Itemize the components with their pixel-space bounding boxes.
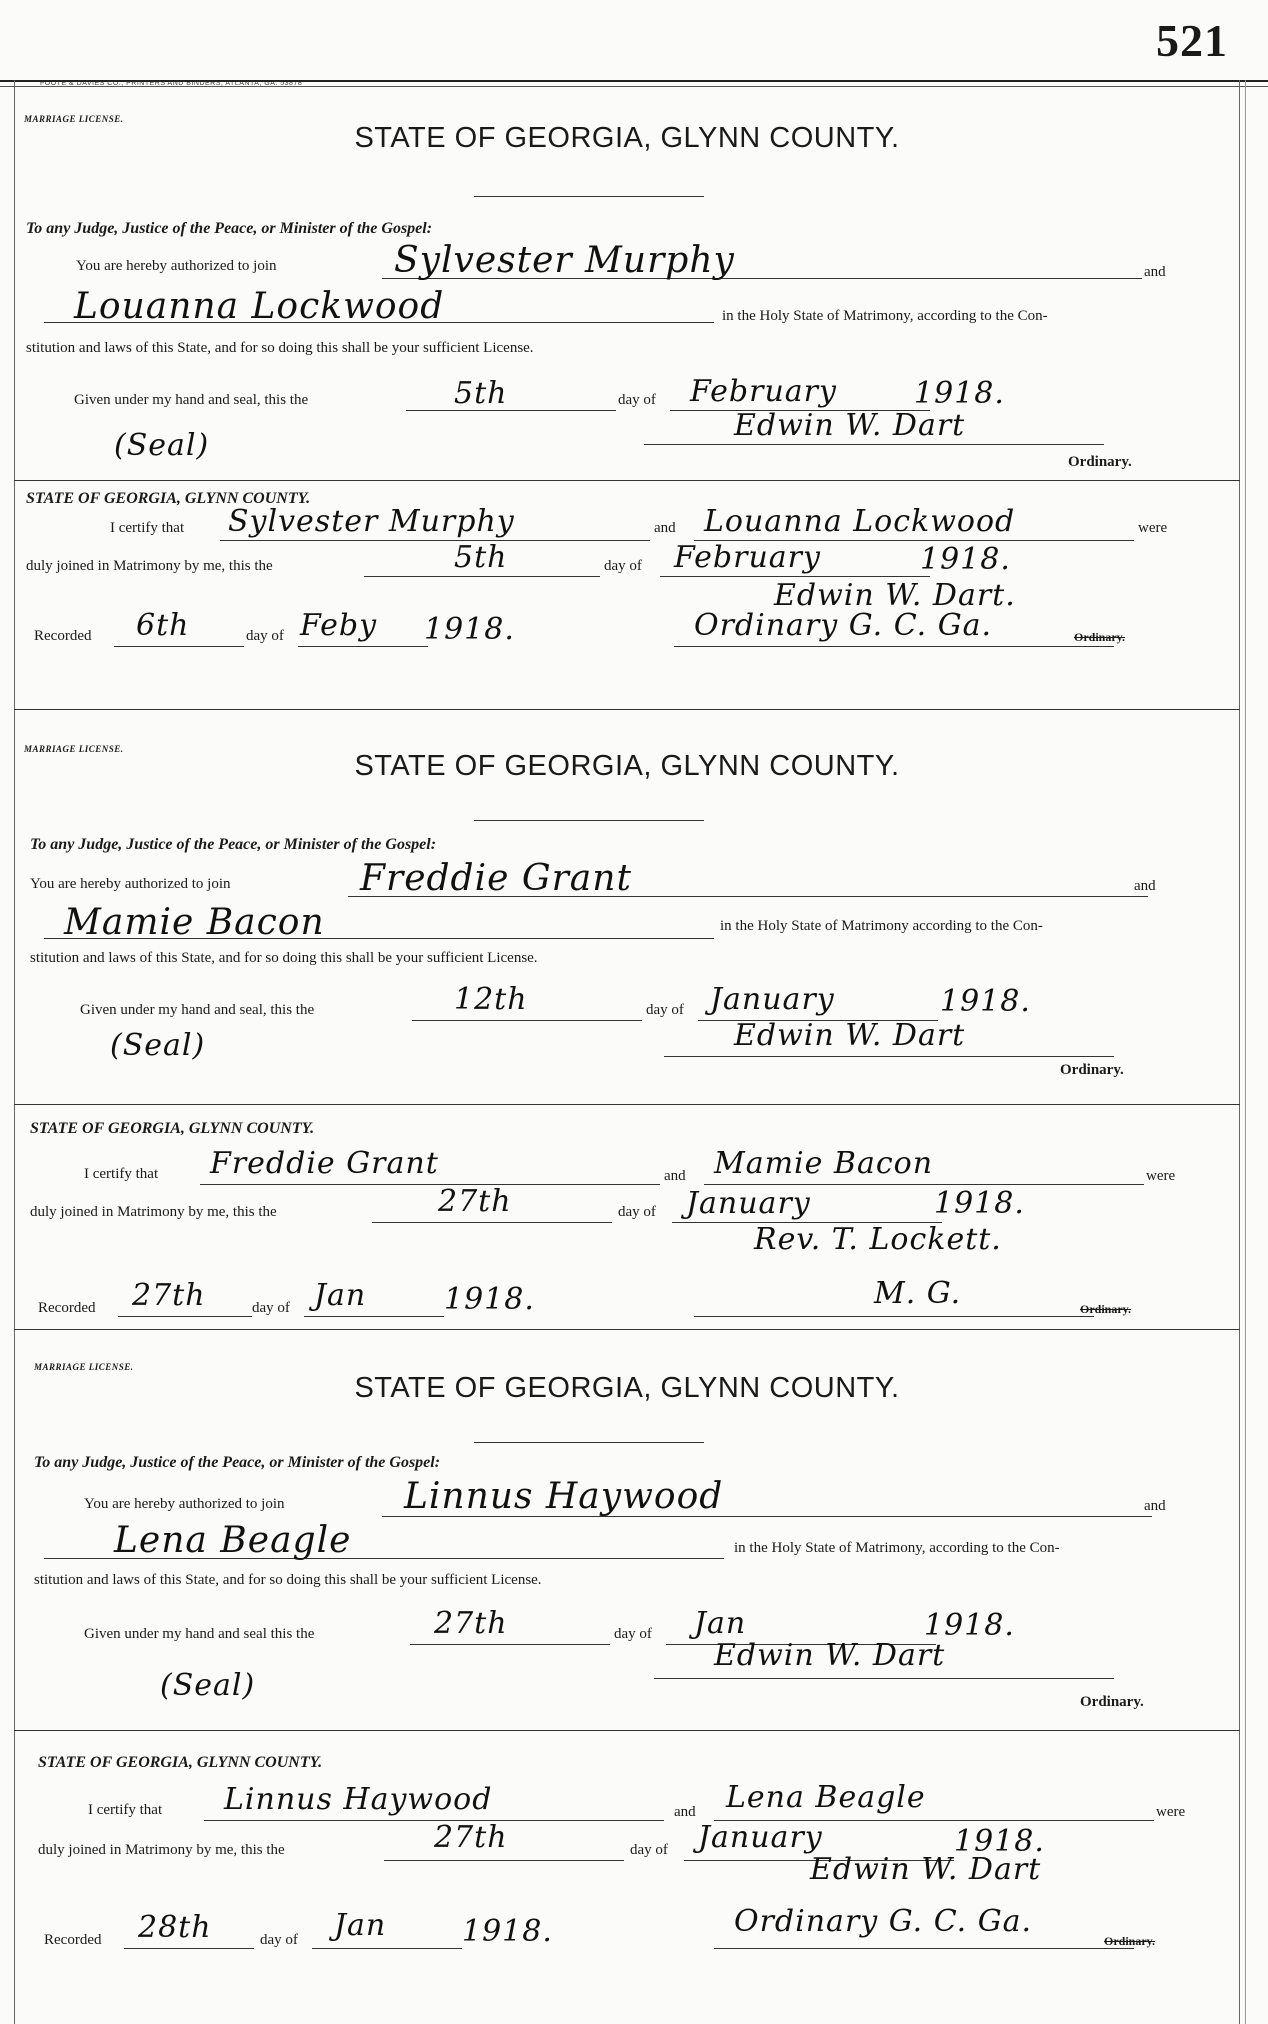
and-text: and bbox=[1134, 878, 1156, 894]
married-day-of: day of bbox=[630, 1842, 668, 1858]
recorded-year: 1918. bbox=[462, 1914, 553, 1949]
duly-joined-text: duly joined in Matrimony by me, this the bbox=[26, 558, 273, 574]
married-day: 5th bbox=[454, 540, 508, 575]
mid-rule bbox=[14, 1730, 1240, 1731]
ordinary-struck: Ordinary. bbox=[1104, 1934, 1156, 1948]
mid-rule bbox=[14, 1104, 1240, 1105]
certificate-heading: STATE OF GEORGIA, GLYNN COUNTY. bbox=[30, 1120, 315, 1137]
recorded-year: 1918. bbox=[424, 612, 515, 647]
top-rule bbox=[0, 80, 1268, 82]
marriage-license-label: MARRIAGE LICENSE. bbox=[24, 744, 124, 754]
married-day: 27th bbox=[434, 1820, 508, 1855]
and-text: and bbox=[1144, 1498, 1166, 1514]
record-2 bbox=[14, 710, 1240, 1330]
given-text: Given under my hand and seal, this the bbox=[80, 1002, 315, 1018]
cert-groom-name: Freddie Grant bbox=[210, 1146, 439, 1181]
day-of-text: day of bbox=[646, 1002, 684, 1018]
holy-state-text: in the Holy State of Matrimony, according to the Con- bbox=[734, 1540, 1060, 1556]
were-text: were bbox=[1156, 1804, 1186, 1820]
officiant-title-line bbox=[714, 1948, 1134, 1949]
record-3 bbox=[14, 1330, 1240, 2024]
married-day-line bbox=[384, 1860, 624, 1861]
license-month: January bbox=[710, 982, 835, 1017]
recorded-text: Recorded bbox=[44, 1932, 102, 1948]
officiant-title: M. G. bbox=[874, 1276, 962, 1311]
issuer-line bbox=[644, 444, 1104, 445]
married-day-of: day of bbox=[618, 1204, 656, 1220]
marriage-license-label: MARRIAGE LICENSE. bbox=[34, 1362, 134, 1372]
issuer-line bbox=[664, 1056, 1114, 1057]
issuer-signature: Edwin W. Dart bbox=[714, 1638, 946, 1673]
issuer-signature: Edwin W. Dart bbox=[734, 408, 966, 443]
cert-bride-line bbox=[704, 1184, 1144, 1185]
officiant-signature: Rev. T. Lockett. bbox=[754, 1222, 1002, 1257]
license-year: 1918. bbox=[940, 984, 1031, 1019]
cert-bride-name: Louanna Lockwood bbox=[704, 504, 1016, 539]
bride-name: Louanna Lockwood bbox=[74, 286, 445, 327]
given-text: Given under my hand and seal this the bbox=[84, 1626, 315, 1642]
recorded-day-of: day of bbox=[246, 628, 284, 644]
title-rule bbox=[474, 1442, 704, 1443]
officiant-title-line bbox=[694, 1316, 1094, 1317]
license-title: STATE OF GEORGIA, GLYNN COUNTY. bbox=[354, 1372, 900, 1404]
address-line: To any Judge, Justice of the Peace, or Minister of the Gospel: bbox=[34, 1454, 441, 1471]
license-day-line bbox=[406, 410, 616, 411]
seal-text: (Seal) bbox=[160, 1668, 256, 1703]
license-month: Jan bbox=[694, 1606, 747, 1641]
cert-groom-line bbox=[200, 1184, 660, 1185]
seal-text: (Seal) bbox=[114, 428, 210, 463]
married-year: 1918. bbox=[920, 542, 1011, 577]
license-title: STATE OF GEORGIA, GLYNN COUNTY. bbox=[354, 122, 900, 154]
recorded-day: 28th bbox=[138, 1910, 212, 1945]
recorded-day-line bbox=[124, 1948, 254, 1949]
officiant-signature: Edwin W. Dart bbox=[810, 1852, 1042, 1887]
married-month: January bbox=[698, 1820, 823, 1855]
stitution-text: stitution and laws of this State, and for so doing this shall be your sufficient License. bbox=[30, 950, 538, 966]
ordinary-label: Ordinary. bbox=[1080, 1694, 1144, 1710]
license-year: 1918. bbox=[914, 376, 1005, 411]
certificate-heading: STATE OF GEORGIA, GLYNN COUNTY. bbox=[38, 1754, 323, 1771]
certify-text: I certify that bbox=[110, 520, 185, 536]
married-day-of: day of bbox=[604, 558, 642, 574]
given-text: Given under my hand and seal, this the bbox=[74, 392, 309, 408]
ordinary-struck: Ordinary. bbox=[1080, 1302, 1132, 1316]
cert-and-text: and bbox=[674, 1804, 696, 1820]
and-text: and bbox=[1144, 264, 1166, 280]
right-margin-line-outer bbox=[1245, 80, 1246, 2024]
page-number: 521 bbox=[1156, 15, 1228, 66]
officiant-signature: Edwin W. Dart. bbox=[774, 578, 1016, 613]
officiant-title: Ordinary G. C. Ga. bbox=[694, 608, 993, 643]
recorded-text: Recorded bbox=[38, 1300, 96, 1316]
recorded-day-of: day of bbox=[252, 1300, 290, 1316]
certificate-heading: STATE OF GEORGIA, GLYNN COUNTY. bbox=[26, 490, 311, 507]
ordinary-label: Ordinary. bbox=[1068, 454, 1132, 470]
top-rule-inner bbox=[0, 86, 1268, 87]
bride-name: Mamie Bacon bbox=[64, 902, 325, 943]
recorded-month: Jan bbox=[314, 1278, 367, 1313]
mid-rule bbox=[14, 480, 1240, 481]
day-of-text: day of bbox=[614, 1626, 652, 1642]
issuer-signature: Edwin W. Dart bbox=[734, 1018, 966, 1053]
cert-groom-line bbox=[220, 540, 650, 541]
married-day-line bbox=[364, 576, 600, 577]
cert-bride-name: Lena Beagle bbox=[726, 1780, 926, 1815]
duly-joined-text: duly joined in Matrimony by me, this the bbox=[38, 1842, 285, 1858]
license-title: STATE OF GEORGIA, GLYNN COUNTY. bbox=[354, 750, 900, 782]
recorded-month-line bbox=[298, 646, 428, 647]
duly-joined-text: duly joined in Matrimony by me, this the bbox=[30, 1204, 277, 1220]
license-day-line bbox=[412, 1020, 642, 1021]
cert-and-text: and bbox=[654, 520, 676, 536]
recorded-day-of: day of bbox=[260, 1932, 298, 1948]
license-year: 1918. bbox=[924, 1608, 1015, 1643]
authorized-text: You are hereby authorized to join bbox=[84, 1496, 285, 1512]
title-rule bbox=[474, 820, 704, 821]
certify-text: I certify that bbox=[88, 1802, 163, 1818]
cert-and-text: and bbox=[664, 1168, 686, 1184]
recorded-month-line bbox=[304, 1316, 444, 1317]
married-year: 1918. bbox=[954, 1824, 1045, 1859]
cert-bride-name: Mamie Bacon bbox=[714, 1146, 934, 1181]
bride-name: Lena Beagle bbox=[114, 1520, 352, 1561]
issuer-line bbox=[654, 1678, 1114, 1679]
title-rule bbox=[474, 196, 704, 197]
certify-text: I certify that bbox=[84, 1166, 159, 1182]
address-line: To any Judge, Justice of the Peace, or Minister of the Gospel: bbox=[26, 220, 433, 237]
address-line: To any Judge, Justice of the Peace, or Minister of the Gospel: bbox=[30, 836, 437, 853]
groom-name: Freddie Grant bbox=[360, 858, 632, 899]
married-year: 1918. bbox=[934, 1186, 1025, 1221]
ordinary-label: Ordinary. bbox=[1060, 1062, 1124, 1078]
married-month-line bbox=[660, 576, 930, 577]
recorded-month: Jan bbox=[334, 1908, 387, 1943]
stitution-text: stitution and laws of this State, and for so doing this shall be your sufficient License. bbox=[34, 1572, 542, 1588]
stitution-text: stitution and laws of this State, and for so doing this shall be your sufficient License. bbox=[26, 340, 534, 356]
record-1 bbox=[14, 100, 1240, 710]
authorized-text: You are hereby authorized to join bbox=[76, 258, 277, 274]
married-month: January bbox=[686, 1186, 811, 1221]
groom-name: Linnus Haywood bbox=[404, 1476, 724, 1517]
recorded-day: 6th bbox=[136, 608, 190, 643]
were-text: were bbox=[1146, 1168, 1176, 1184]
holy-state-text: in the Holy State of Matrimony, according to the Con- bbox=[722, 308, 1048, 324]
holy-state-text: in the Holy State of Matrimony according to the Con- bbox=[720, 918, 1043, 934]
recorded-text: Recorded bbox=[34, 628, 92, 644]
printer-line: FOOTE & DAVIES CO., PRINTERS AND BINDERS, ATLANTA, GA. 53878 bbox=[40, 80, 303, 87]
married-month: February bbox=[674, 540, 821, 575]
recorded-day-line bbox=[118, 1316, 252, 1317]
married-day-line bbox=[372, 1222, 612, 1223]
seal-text: (Seal) bbox=[110, 1028, 206, 1063]
groom-name: Sylvester Murphy bbox=[394, 240, 735, 281]
license-day: 27th bbox=[434, 1606, 508, 1641]
license-day: 5th bbox=[454, 376, 508, 411]
recorded-month-line bbox=[312, 1948, 462, 1949]
license-day: 12th bbox=[454, 982, 528, 1017]
married-day: 27th bbox=[438, 1184, 512, 1219]
recorded-year: 1918. bbox=[444, 1282, 535, 1317]
recorded-day-line bbox=[114, 646, 244, 647]
recorded-month: Feby bbox=[300, 608, 378, 643]
were-text: were bbox=[1138, 520, 1168, 536]
marriage-license-label: MARRIAGE LICENSE. bbox=[24, 114, 124, 124]
day-of-text: day of bbox=[618, 392, 656, 408]
recorded-day: 27th bbox=[132, 1278, 206, 1313]
ordinary-struck: Ordinary. bbox=[1074, 630, 1126, 644]
license-day-line bbox=[410, 1644, 610, 1645]
license-month: February bbox=[690, 374, 837, 409]
cert-groom-name: Sylvester Murphy bbox=[228, 504, 515, 539]
officiant-title: Ordinary G. C. Ga. bbox=[734, 1904, 1033, 1939]
cert-groom-name: Linnus Haywood bbox=[224, 1782, 493, 1817]
authorized-text: You are hereby authorized to join bbox=[30, 876, 231, 892]
officiant-title-line bbox=[674, 646, 1114, 647]
